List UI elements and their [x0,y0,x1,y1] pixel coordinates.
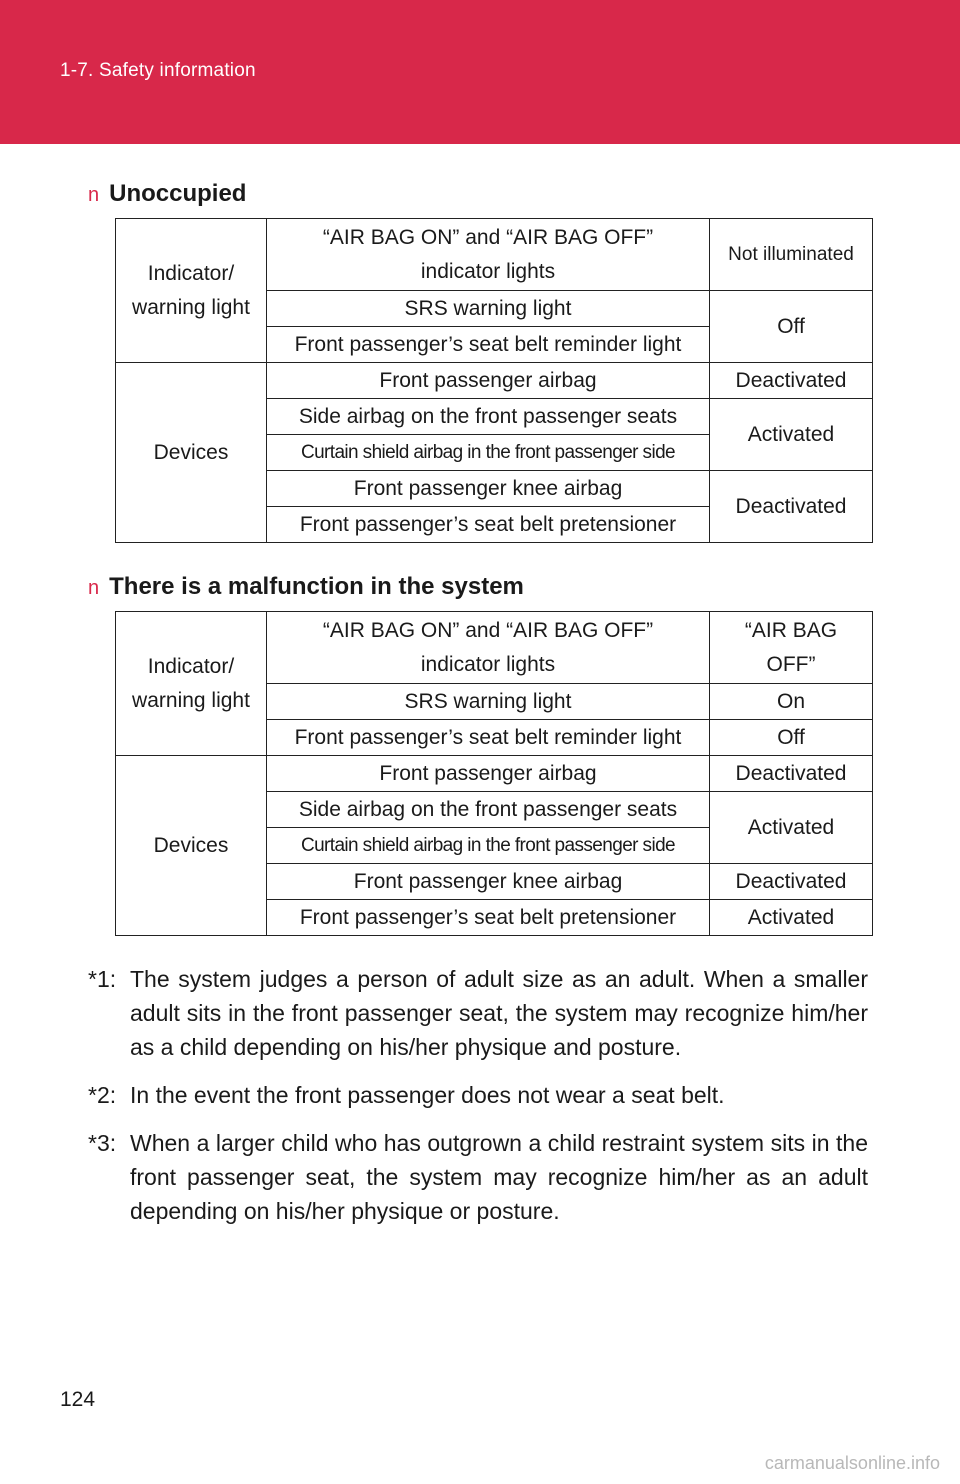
cell-srs-state: On [710,684,873,720]
page-number: 124 [60,1388,96,1411]
footnote-mark: *3: [88,1130,117,1156]
cell-side-airbag: Side airbag on the front passenger seats [267,792,710,828]
unoccupied-table [115,218,873,543]
cell-airbag-lights-state: Not illuminated [710,219,873,291]
cell-curtain-airbag: Curtain shield airbag in the front passenger side [267,828,710,864]
cell-pretensioner: Front passenger’s seat belt pretensioner [267,900,710,936]
cell-front-airbag-state: Deactivated [710,363,873,399]
cell-srs-light: SRS warning light [267,684,710,720]
cell-front-airbag: Front passenger airbag [267,756,710,792]
footnote-1 [88,962,868,1064]
cell-front-airbag-state: Deactivated [710,756,873,792]
bullet-icon: n [88,577,100,599]
cell-side-curtain-state: Activated [710,399,873,471]
cell-airbag-lights-state: “AIR BAG OFF” [710,612,873,684]
cell-front-airbag: Front passenger airbag [267,363,710,399]
cell-srs-light: SRS warning light [267,291,710,327]
section-heading-malfunction: n There is a malfunction in the system [88,573,524,600]
footnote-text: When a larger child who has outgrown a child restraint system sits in the front passenger seat, the system may recognize him/her as an adult depending on his/her physique or posture. [130,1130,868,1224]
cell-belt-state: Off [710,720,873,756]
cell-indicator-label: Indicator/ warning light [116,219,267,363]
cell-belt-reminder: Front passenger’s seat belt reminder light [267,327,710,363]
malfunction-table [115,611,873,936]
cell-side-airbag: Side airbag on the front passenger seats [267,399,710,435]
cell-pretensioner: Front passenger’s seat belt pretensioner [267,507,710,543]
cell-knee-state: Deactivated [710,864,873,900]
cell-devices-label: Devices [116,756,267,936]
section-heading-unoccupied: n Unoccupied [88,180,247,207]
cell-airbag-lights: “AIR BAG ON” and “AIR BAG OFF” indicator lights [267,612,710,684]
cell-side-curtain-state: Activated [710,792,873,864]
cell-knee-pretensioner-state: Deactivated [710,471,873,543]
section-label: 1-7. Safety information [60,60,256,81]
bullet-icon: n [88,184,100,206]
cell-srs-belt-state: Off [710,291,873,363]
footnote-3 [88,1126,868,1228]
cell-knee-airbag: Front passenger knee airbag [267,471,710,507]
cell-knee-airbag: Front passenger knee airbag [267,864,710,900]
footnotes [88,962,868,1242]
footnote-mark: *2: [88,1082,117,1108]
watermark: carmanualsonline.info [764,1453,940,1473]
footnote-text: The system judges a person of adult size as an adult. When a smaller adult sits in the front passenger seat, the system may recognize him/her as a child depending on his/her physique and posture. [130,966,868,1060]
footnote-mark: *1: [88,966,117,992]
cell-curtain-airbag: Curtain shield airbag in the front passenger side [267,435,710,471]
footnote-2 [88,1078,868,1112]
footnote-text: In the event the front passenger does not wear a seat belt. [130,1082,725,1108]
cell-airbag-lights: “AIR BAG ON” and “AIR BAG OFF” indicator lights [267,219,710,291]
cell-indicator-label: Indicator/ warning light [116,612,267,756]
cell-pretensioner-state: Activated [710,900,873,936]
cell-devices-label: Devices [116,363,267,543]
cell-belt-reminder: Front passenger’s seat belt reminder light [267,720,710,756]
